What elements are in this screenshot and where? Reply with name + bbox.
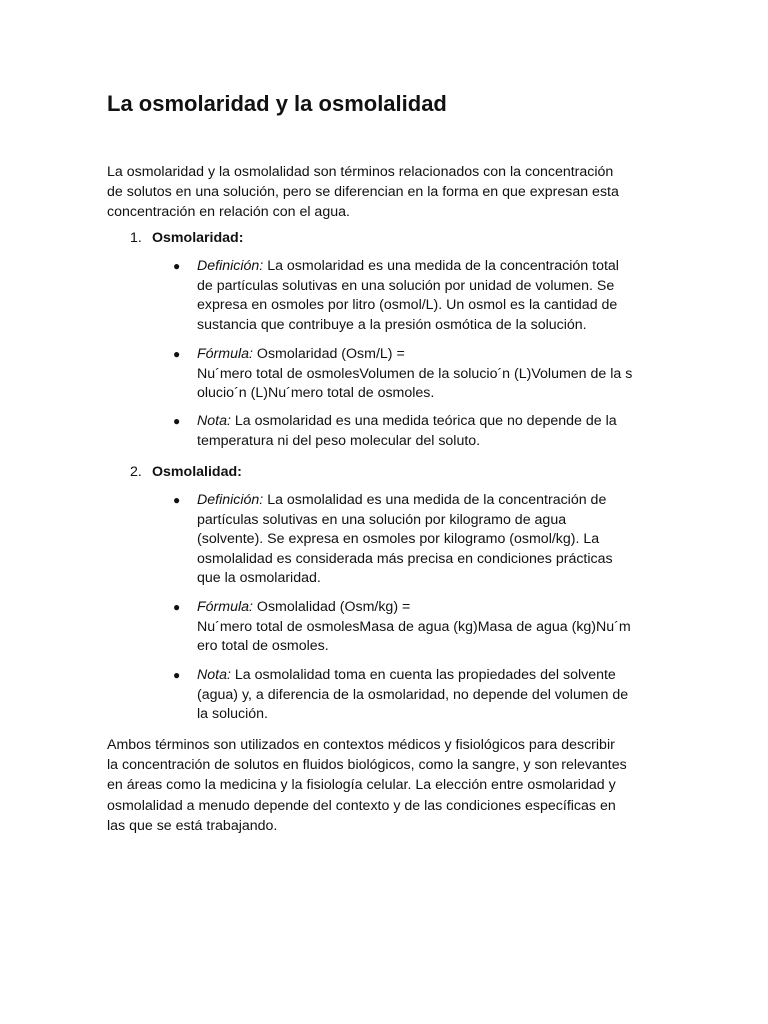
closing-line: Ambos términos son utilizados en contextos médicos y fisiológicos para describir	[107, 737, 615, 753]
closing-line: osmolalidad a menudo depende del contexto y de las condiciones específicas en	[107, 797, 616, 814]
bullet-text: La osmolaridad es una medida teórica que no depende de la	[230, 413, 617, 429]
bullet-text: Osmolaridad (Osm/L) =	[252, 346, 405, 362]
section-heading-osmolalidad	[130, 462, 242, 482]
bullet-body	[197, 666, 628, 725]
closing-line: las que se está trabajando.	[107, 817, 278, 834]
bullet-body	[197, 257, 619, 335]
bullet-text: (agua) y, a diferencia de la osmolaridad, no depende del volumen de	[197, 686, 629, 703]
closing-line: en áreas como la medicina y la fisiología celular. La elección entre osmolaridad y	[107, 777, 616, 794]
closing-line: la concentración de solutos en fluidos biológicos, como la sangre, y son relevantes	[107, 757, 627, 774]
bullet-text: osmolalidad es considerada más precisa en condiciones prácticas	[197, 550, 613, 567]
section-number: 1.	[130, 230, 142, 246]
bullet-icon: ●	[173, 600, 181, 614]
bullet-body	[197, 345, 632, 404]
bullet-icon: ●	[173, 347, 181, 361]
bullet-text: Osmolalidad (Osm/kg) =	[252, 599, 411, 615]
bullet-text: sustancia que contribuye a la presión osmótica de la solución.	[197, 316, 587, 333]
bullet-text: Nu´mero total de osmolesVolumen de la solucio´n (L)Volumen de la s	[197, 365, 633, 382]
section-number: 2.	[130, 464, 142, 480]
bullet-text: expresa en osmoles por litro (osmol/L). Un osmol es la cantidad de	[197, 297, 618, 314]
bullet-text: temperatura ni del peso molecular del soluto.	[197, 432, 481, 449]
intro-line: de solutos en una solución, pero se diferencian en la forma en que expresan esta	[107, 184, 619, 201]
intro-line: La osmolaridad y la osmolalidad son términos relacionados con la concentración	[107, 164, 614, 180]
closing-paragraph	[107, 735, 627, 836]
bullet-text: (solvente). Se expresa en osmoles por kilogramo (osmol/kg). La	[197, 531, 600, 548]
bullet-text: olucio´n (L)Nu´mero total de osmoles.	[197, 385, 435, 402]
bullet-label: Fórmula:	[197, 599, 253, 615]
intro-line: concentración en relación con el agua.	[107, 204, 350, 221]
bullet-label: Nota:	[197, 667, 231, 683]
bullet-text: La osmolalidad toma en cuenta las propiedades del solvente	[230, 667, 616, 683]
bullet-text: La osmolaridad es una medida de la concentración total	[263, 258, 619, 274]
page-title: La osmolaridad y la osmolalidad	[107, 91, 447, 116]
bullet-icon: ●	[173, 259, 181, 273]
bullet-text: partículas solutivas en una solución por kilogramo de agua	[197, 511, 567, 528]
bullet-label: Fórmula:	[197, 346, 253, 362]
bullet-icon: ●	[173, 493, 181, 507]
bullet-icon: ●	[173, 414, 181, 428]
section-heading: Osmolalidad:	[152, 464, 242, 480]
bullet-text: la solución.	[197, 706, 268, 723]
section-heading-osmolaridad	[130, 228, 243, 248]
bullet-label: Definición:	[197, 258, 264, 274]
intro-paragraph	[107, 162, 619, 223]
bullet-text: que la osmolaridad.	[197, 570, 321, 587]
bullet-text: Nu´mero total de osmolesMasa de agua (kg)Masa de agua (kg)Nu´m	[197, 618, 631, 635]
bullet-label: Nota:	[197, 413, 231, 429]
bullet-icon: ●	[173, 668, 181, 682]
bullet-text: ero total de osmoles.	[197, 638, 329, 655]
bullet-body	[197, 412, 617, 451]
bullet-body	[197, 598, 631, 657]
bullet-body	[197, 491, 613, 589]
bullet-label: Definición:	[197, 492, 264, 508]
bullet-text: La osmolalidad es una medida de la concentración de	[263, 492, 607, 508]
section-heading: Osmolaridad:	[152, 230, 244, 246]
bullet-text: de partículas solutivas en una solución por unidad de volumen. Se	[197, 277, 615, 294]
